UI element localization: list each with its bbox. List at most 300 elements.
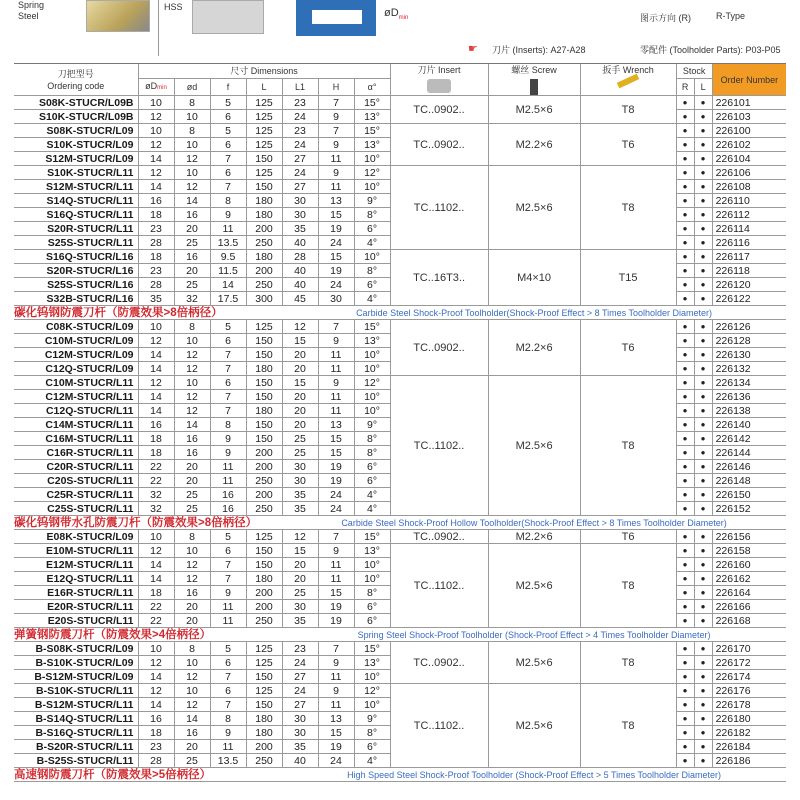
dimension-cell: 150 bbox=[246, 670, 282, 684]
stock-l-dot: ● bbox=[694, 460, 712, 474]
section-header-row bbox=[14, 516, 786, 530]
dimension-cell: 19 bbox=[318, 614, 354, 628]
dimension-cell: 180 bbox=[246, 712, 282, 726]
ordering-code: C08K-STUCR/L09 bbox=[14, 320, 138, 334]
dimension-cell: 9° bbox=[354, 418, 390, 432]
dimension-cell: 4° bbox=[354, 502, 390, 516]
dimension-cell: 11 bbox=[318, 404, 354, 418]
col-odmin: øDmin bbox=[138, 79, 174, 96]
order-number: 226101 bbox=[712, 96, 786, 110]
dimension-cell: 7 bbox=[210, 698, 246, 712]
order-number: 226122 bbox=[712, 292, 786, 306]
stock-l-dot: ● bbox=[694, 614, 712, 628]
dimension-cell: 14 bbox=[138, 180, 174, 194]
wrench-cell: T6 bbox=[580, 124, 676, 166]
stock-l-dot: ● bbox=[694, 194, 712, 208]
stock-l-dot: ● bbox=[694, 404, 712, 418]
dimension-cell: 14 bbox=[138, 152, 174, 166]
divider bbox=[158, 0, 159, 56]
stock-l-dot: ● bbox=[694, 446, 712, 460]
dimension-cell: 9 bbox=[318, 544, 354, 558]
wrench-cell: T8 bbox=[580, 684, 676, 768]
dimension-cell: 10 bbox=[174, 334, 210, 348]
ordering-code: S25S-STUCR/L11 bbox=[14, 236, 138, 250]
section-title-en: Carbide Steel Shock-Proof Toolholder(Shock-Proof Effect > 8 Times Toolholder Diameter) bbox=[282, 306, 786, 320]
dimension-cell: 5 bbox=[210, 124, 246, 138]
dimension-cell: 6° bbox=[354, 278, 390, 292]
dimension-cell: 4° bbox=[354, 488, 390, 502]
ordering-code: B-S08K-STUCR/L09 bbox=[14, 642, 138, 656]
dimension-cell: 10° bbox=[354, 152, 390, 166]
dimension-cell: 24 bbox=[318, 278, 354, 292]
stock-r-header: R bbox=[676, 79, 694, 96]
stock-l-dot: ● bbox=[694, 432, 712, 446]
dimension-cell: 14 bbox=[174, 712, 210, 726]
header-row-1 bbox=[14, 64, 786, 79]
insert-cell: TC..0902.. bbox=[390, 642, 488, 684]
dimension-cell: 13 bbox=[318, 712, 354, 726]
dimension-cell: 125 bbox=[246, 110, 282, 124]
dimension-cell: 9° bbox=[354, 712, 390, 726]
spring-steel-holder-image bbox=[86, 0, 150, 32]
dimension-cell: 5 bbox=[210, 96, 246, 110]
dimension-cell: 7 bbox=[318, 96, 354, 110]
stock-r-dot: ● bbox=[676, 124, 694, 138]
dimension-cell: 7 bbox=[210, 572, 246, 586]
dimension-cell: 180 bbox=[246, 362, 282, 376]
dimension-cell: 11 bbox=[318, 698, 354, 712]
dimension-cell: 20 bbox=[174, 460, 210, 474]
ordering-code: B-S12M-STUCR/L09 bbox=[14, 670, 138, 684]
ordering-code: E10M-STUCR/L11 bbox=[14, 544, 138, 558]
dimension-cell: 20 bbox=[282, 362, 318, 376]
ordering-code: E16R-STUCR/L11 bbox=[14, 586, 138, 600]
stock-l-dot: ● bbox=[694, 684, 712, 698]
dimension-cell: 11 bbox=[210, 600, 246, 614]
dimension-cell: 250 bbox=[246, 474, 282, 488]
stock-l-header: L bbox=[694, 79, 712, 96]
stock-r-dot: ● bbox=[676, 698, 694, 712]
dimension-cell: 4° bbox=[354, 754, 390, 768]
dimension-cell: 6 bbox=[210, 166, 246, 180]
ordering-code: E08K-STUCR/L09 bbox=[14, 530, 138, 544]
dimension-cell: 8 bbox=[174, 124, 210, 138]
table-row bbox=[14, 376, 786, 390]
section-header-row bbox=[14, 306, 786, 320]
wrench-cell: T8 bbox=[580, 96, 676, 124]
dimension-cell: 10 bbox=[174, 166, 210, 180]
dimension-cell: 11 bbox=[318, 558, 354, 572]
dimension-cell: 150 bbox=[246, 418, 282, 432]
dimension-cell: 6 bbox=[210, 376, 246, 390]
dimension-cell: 16 bbox=[138, 418, 174, 432]
order-number: 226144 bbox=[712, 446, 786, 460]
dimension-cell: 15° bbox=[354, 124, 390, 138]
dimension-cell: 20 bbox=[174, 614, 210, 628]
stock-header: Stock bbox=[676, 64, 712, 79]
wrench-cell: T6 bbox=[580, 530, 676, 544]
stock-r-dot: ● bbox=[676, 152, 694, 166]
dimension-cell: 30 bbox=[318, 292, 354, 306]
dimension-cell: 8 bbox=[174, 320, 210, 334]
dimension-cell: 15 bbox=[282, 376, 318, 390]
table-row bbox=[14, 642, 786, 656]
section-title-en: Carbide Steel Shock-Proof Hollow Toolholder(Shock-Proof Effect > 8 Times Toolholder Diameter) bbox=[282, 516, 786, 530]
dimension-cell: 28 bbox=[138, 754, 174, 768]
hss-label: HSS bbox=[164, 2, 183, 12]
ordering-code: C12M-STUCR/L09 bbox=[14, 348, 138, 362]
dimension-cell: 12° bbox=[354, 376, 390, 390]
stock-r-dot: ● bbox=[676, 404, 694, 418]
dimension-cell: 15 bbox=[318, 446, 354, 460]
stock-l-dot: ● bbox=[694, 376, 712, 390]
ordering-code: S10K-STUCR/L09B bbox=[14, 110, 138, 124]
dimension-cell: 180 bbox=[246, 250, 282, 264]
order-number: 226142 bbox=[712, 432, 786, 446]
ordering-code: B-S20R-STUCR/L11 bbox=[14, 740, 138, 754]
dimension-cell: 28 bbox=[138, 236, 174, 250]
ordering-code: C14M-STUCR/L11 bbox=[14, 418, 138, 432]
ordering-code: B-S12M-STUCR/L11 bbox=[14, 698, 138, 712]
stock-l-dot: ● bbox=[694, 124, 712, 138]
section-header-row bbox=[14, 628, 786, 642]
dimension-cell: 24 bbox=[318, 488, 354, 502]
dimension-cell: 11 bbox=[318, 348, 354, 362]
screw-cell: M2.5×6 bbox=[488, 684, 580, 768]
order-number: 226140 bbox=[712, 418, 786, 432]
dimension-cell: 12 bbox=[174, 572, 210, 586]
dimension-cell: 13.5 bbox=[210, 754, 246, 768]
dimension-cell: 28 bbox=[282, 250, 318, 264]
dimension-cell: 150 bbox=[246, 376, 282, 390]
dimension-cell: 11 bbox=[318, 362, 354, 376]
wrench-cell: T8 bbox=[580, 642, 676, 684]
dimension-cell: 125 bbox=[246, 138, 282, 152]
dimension-cell: 13 bbox=[318, 194, 354, 208]
order-number: 226158 bbox=[712, 544, 786, 558]
stock-l-dot: ● bbox=[694, 264, 712, 278]
dimension-cell: 30 bbox=[282, 712, 318, 726]
dimension-cell: 20 bbox=[174, 222, 210, 236]
order-number: 226168 bbox=[712, 614, 786, 628]
screw-cell: M2.2×6 bbox=[488, 530, 580, 544]
ordering-code: S08K-STUCR/L09B bbox=[14, 96, 138, 110]
dimension-cell: 15 bbox=[318, 432, 354, 446]
dimension-cell: 18 bbox=[138, 586, 174, 600]
order-number: 226117 bbox=[712, 250, 786, 264]
dimension-cell: 6° bbox=[354, 474, 390, 488]
order-number: 226166 bbox=[712, 600, 786, 614]
ordering-code: S16Q-STUCR/L11 bbox=[14, 208, 138, 222]
dimension-cell: 250 bbox=[246, 502, 282, 516]
order-number: 226102 bbox=[712, 138, 786, 152]
insert-cell: TC..0902.. bbox=[390, 320, 488, 376]
dimension-cell: 13.5 bbox=[210, 236, 246, 250]
dimension-cell: 150 bbox=[246, 698, 282, 712]
stock-l-dot: ● bbox=[694, 712, 712, 726]
order-number: 226170 bbox=[712, 642, 786, 656]
dimension-cell: 24 bbox=[282, 138, 318, 152]
stock-r-dot: ● bbox=[676, 614, 694, 628]
inserts-ref: 刀片 (Inserts): A27-A28 bbox=[492, 45, 586, 55]
dimension-cell: 19 bbox=[318, 600, 354, 614]
stock-l-dot: ● bbox=[694, 222, 712, 236]
dimension-cell: 25 bbox=[174, 754, 210, 768]
dimension-cell: 15 bbox=[318, 586, 354, 600]
dimension-cell: 10° bbox=[354, 250, 390, 264]
ordering-code: S16Q-STUCR/L16 bbox=[14, 250, 138, 264]
dimension-cell: 40 bbox=[282, 278, 318, 292]
dimension-cell: 4° bbox=[354, 292, 390, 306]
dimension-cell: 6° bbox=[354, 460, 390, 474]
dimension-cell: 7 bbox=[210, 404, 246, 418]
stock-l-dot: ● bbox=[694, 740, 712, 754]
dimension-cell: 7 bbox=[210, 558, 246, 572]
dimension-cell: 150 bbox=[246, 348, 282, 362]
dimension-cell: 12 bbox=[138, 376, 174, 390]
dimension-cell: 8° bbox=[354, 726, 390, 740]
dimension-cell: 10° bbox=[354, 572, 390, 586]
dimension-cell: 9 bbox=[210, 208, 246, 222]
stock-r-dot: ● bbox=[676, 390, 694, 404]
dimension-cell: 250 bbox=[246, 236, 282, 250]
stock-l-dot: ● bbox=[694, 292, 712, 306]
stock-l-dot: ● bbox=[694, 390, 712, 404]
order-number: 226146 bbox=[712, 460, 786, 474]
dimension-cell: 9 bbox=[318, 656, 354, 670]
section-title-zh: 碳化钨钢带水孔防震刀杆（防震效果>8倍柄径） bbox=[14, 516, 282, 530]
dimension-cell: 8 bbox=[210, 418, 246, 432]
dimension-cell: 15 bbox=[318, 208, 354, 222]
dimension-cell: 12° bbox=[354, 166, 390, 180]
order-number: 226112 bbox=[712, 208, 786, 222]
dimension-cell: 45 bbox=[282, 292, 318, 306]
dimension-cell: 10° bbox=[354, 348, 390, 362]
dimension-cell: 24 bbox=[282, 656, 318, 670]
ordering-code: E20S-STUCR/L11 bbox=[14, 614, 138, 628]
dimension-cell: 7 bbox=[318, 530, 354, 544]
dimension-cell: 7 bbox=[210, 152, 246, 166]
screw-cell: M2.5×6 bbox=[488, 642, 580, 684]
dimension-cell: 24 bbox=[282, 684, 318, 698]
dimension-cell: 12 bbox=[282, 320, 318, 334]
order-number: 226118 bbox=[712, 264, 786, 278]
dimension-cell: 12 bbox=[174, 180, 210, 194]
section-title-en: High Speed Steel Shock-Proof Toolholder (Shock-Proof Effect > 5 Times Toolholder Diameter) bbox=[282, 768, 786, 782]
section-title-zh: 高速钢防震刀杆（防震效果>5倍柄径） bbox=[14, 768, 282, 782]
dimension-cell: 180 bbox=[246, 208, 282, 222]
dimension-cell: 20 bbox=[174, 264, 210, 278]
dimension-cell: 6° bbox=[354, 600, 390, 614]
dimension-cell: 10° bbox=[354, 362, 390, 376]
order-number: 226138 bbox=[712, 404, 786, 418]
dimension-cell: 16 bbox=[138, 194, 174, 208]
order-number: 226110 bbox=[712, 194, 786, 208]
order-number: 226128 bbox=[712, 334, 786, 348]
dimension-cell: 12 bbox=[174, 390, 210, 404]
stock-l-dot: ● bbox=[694, 110, 712, 124]
stock-l-dot: ● bbox=[694, 236, 712, 250]
dimension-cell: 28 bbox=[138, 278, 174, 292]
dimension-cell: 9 bbox=[318, 334, 354, 348]
stock-r-dot: ● bbox=[676, 166, 694, 180]
dimension-cell: 14 bbox=[138, 348, 174, 362]
insert-cell: TC..1102.. bbox=[390, 544, 488, 628]
dimension-cell: 16 bbox=[174, 586, 210, 600]
dimension-cell: 14 bbox=[138, 558, 174, 572]
ordering-code: B-S25S-STUCR/L11 bbox=[14, 754, 138, 768]
order-number: 226134 bbox=[712, 376, 786, 390]
dimension-cell: 180 bbox=[246, 404, 282, 418]
stock-r-dot: ● bbox=[676, 474, 694, 488]
dimension-cell: 20 bbox=[282, 558, 318, 572]
ordering-code: E12Q-STUCR/L11 bbox=[14, 572, 138, 586]
ordering-code: C20R-STUCR/L11 bbox=[14, 460, 138, 474]
stock-l-dot: ● bbox=[694, 180, 712, 194]
dimension-cell: 18 bbox=[138, 726, 174, 740]
dimension-cell: 6 bbox=[210, 544, 246, 558]
dimension-cell: 6 bbox=[210, 656, 246, 670]
dimension-cell: 15° bbox=[354, 642, 390, 656]
dimension-cell: 25 bbox=[174, 278, 210, 292]
dimension-cell: 20 bbox=[282, 404, 318, 418]
dimension-cell: 16 bbox=[174, 250, 210, 264]
rtype-label: R-Type bbox=[716, 11, 746, 21]
stock-r-dot: ● bbox=[676, 670, 694, 684]
stock-l-dot: ● bbox=[694, 754, 712, 768]
dimension-cell: 10° bbox=[354, 558, 390, 572]
pointing-hand-icon: ☛ bbox=[468, 43, 478, 55]
dimension-cell: 20 bbox=[282, 572, 318, 586]
stock-l-dot: ● bbox=[694, 600, 712, 614]
dimension-cell: 7 bbox=[210, 390, 246, 404]
dimension-cell: 30 bbox=[282, 726, 318, 740]
stock-l-dot: ● bbox=[694, 362, 712, 376]
dimension-cell: 200 bbox=[246, 446, 282, 460]
ordering-code: C12M-STUCR/L11 bbox=[14, 390, 138, 404]
stock-r-dot: ● bbox=[676, 726, 694, 740]
stock-r-dot: ● bbox=[676, 362, 694, 376]
stock-l-dot: ● bbox=[694, 320, 712, 334]
parts-ref: 零配件 (Toolholder Parts): P03-P05 bbox=[640, 45, 781, 55]
dimension-cell: 300 bbox=[246, 292, 282, 306]
dimension-cell: 14 bbox=[138, 670, 174, 684]
stock-l-dot: ● bbox=[694, 586, 712, 600]
dimension-cell: 16 bbox=[174, 726, 210, 740]
dimension-cell: 180 bbox=[246, 194, 282, 208]
dimension-cell: 7 bbox=[210, 670, 246, 684]
stock-l-dot: ● bbox=[694, 138, 712, 152]
dimension-cell: 11 bbox=[210, 474, 246, 488]
insert-cell: TC..16T3.. bbox=[390, 250, 488, 306]
stock-r-dot: ● bbox=[676, 740, 694, 754]
dimension-cell: 7 bbox=[210, 362, 246, 376]
stock-l-dot: ● bbox=[694, 474, 712, 488]
dimension-cell: 12 bbox=[138, 544, 174, 558]
dimension-cell: 15° bbox=[354, 530, 390, 544]
wrench-cell: T15 bbox=[580, 250, 676, 306]
stock-r-dot: ● bbox=[676, 684, 694, 698]
ordering-code: S20R-STUCR/L11 bbox=[14, 222, 138, 236]
dimension-cell: 10 bbox=[138, 96, 174, 110]
dimension-cell: 30 bbox=[282, 208, 318, 222]
dimension-cell: 32 bbox=[138, 502, 174, 516]
stock-r-dot: ● bbox=[676, 292, 694, 306]
dimension-cell: 19 bbox=[318, 460, 354, 474]
ordering-code: S08K-STUCR/L09 bbox=[14, 124, 138, 138]
dimension-cell: 10° bbox=[354, 180, 390, 194]
section-title-zh: 碳化钨钢防震刀杆（防震效果>8倍柄径） bbox=[14, 306, 282, 320]
dimension-cell: 8° bbox=[354, 586, 390, 600]
insert-cell: TC..0902.. bbox=[390, 124, 488, 166]
dimension-cell: 35 bbox=[282, 614, 318, 628]
screw-header: 螺丝 Screw bbox=[488, 64, 580, 96]
dimension-cell: 25 bbox=[174, 236, 210, 250]
stock-r-dot: ● bbox=[676, 754, 694, 768]
dimension-cell: 9 bbox=[318, 138, 354, 152]
dimension-cell: 200 bbox=[246, 222, 282, 236]
dimension-cell: 9 bbox=[210, 726, 246, 740]
ordering-code: S25S-STUCR/L16 bbox=[14, 278, 138, 292]
ordering-code: S12M-STUCR/L09 bbox=[14, 152, 138, 166]
dimension-cell: 12 bbox=[138, 138, 174, 152]
dimension-cell: 40 bbox=[282, 236, 318, 250]
section-title-en: Spring Steel Shock-Proof Toolholder (Shock-Proof Effect > 4 Times Toolholder Diameter) bbox=[282, 628, 786, 642]
dimension-cell: 12 bbox=[138, 334, 174, 348]
dimension-cell: 7 bbox=[318, 124, 354, 138]
dimension-cell: 35 bbox=[138, 292, 174, 306]
dimension-cell: 200 bbox=[246, 460, 282, 474]
col-l1: L1 bbox=[282, 79, 318, 96]
ordering-code: S20R-STUCR/L16 bbox=[14, 264, 138, 278]
dimension-cell: 5 bbox=[210, 530, 246, 544]
order-number-header: Order Number bbox=[712, 64, 786, 96]
dimension-cell: 11 bbox=[318, 180, 354, 194]
dimension-cell: 25 bbox=[282, 446, 318, 460]
dimension-cell: 8° bbox=[354, 432, 390, 446]
stock-r-dot: ● bbox=[676, 180, 694, 194]
dimension-cell: 16 bbox=[174, 208, 210, 222]
stock-l-dot: ● bbox=[694, 348, 712, 362]
order-number: 226160 bbox=[712, 558, 786, 572]
odmin-label: $øD_{min}$ bbox=[384, 7, 409, 22]
section-title-zh: 弹簧钢防震刀杆（防震效果>4倍柄径） bbox=[14, 628, 282, 642]
dimension-cell: 14 bbox=[210, 278, 246, 292]
dimension-cell: 10 bbox=[174, 684, 210, 698]
stock-l-dot: ● bbox=[694, 656, 712, 670]
screw-image bbox=[530, 79, 538, 95]
stock-l-dot: ● bbox=[694, 726, 712, 740]
dimension-cell: 10 bbox=[174, 376, 210, 390]
dimension-cell: 9 bbox=[318, 376, 354, 390]
order-number: 226130 bbox=[712, 348, 786, 362]
table-row bbox=[14, 684, 786, 698]
dimension-cell: 6 bbox=[210, 334, 246, 348]
dimension-cell: 25 bbox=[282, 432, 318, 446]
dimension-cell: 125 bbox=[246, 642, 282, 656]
dimension-cell: 11 bbox=[318, 572, 354, 586]
ordering-code: C25R-STUCR/L11 bbox=[14, 488, 138, 502]
order-number: 226180 bbox=[712, 712, 786, 726]
order-number: 226184 bbox=[712, 740, 786, 754]
ordering-code: C16M-STUCR/L11 bbox=[14, 432, 138, 446]
stock-r-dot: ● bbox=[676, 222, 694, 236]
spring-label: Spring bbox=[18, 0, 45, 10]
dimension-cell: 18 bbox=[138, 250, 174, 264]
order-number: 226150 bbox=[712, 488, 786, 502]
dimension-cell: 35 bbox=[282, 502, 318, 516]
stock-r-dot: ● bbox=[676, 446, 694, 460]
